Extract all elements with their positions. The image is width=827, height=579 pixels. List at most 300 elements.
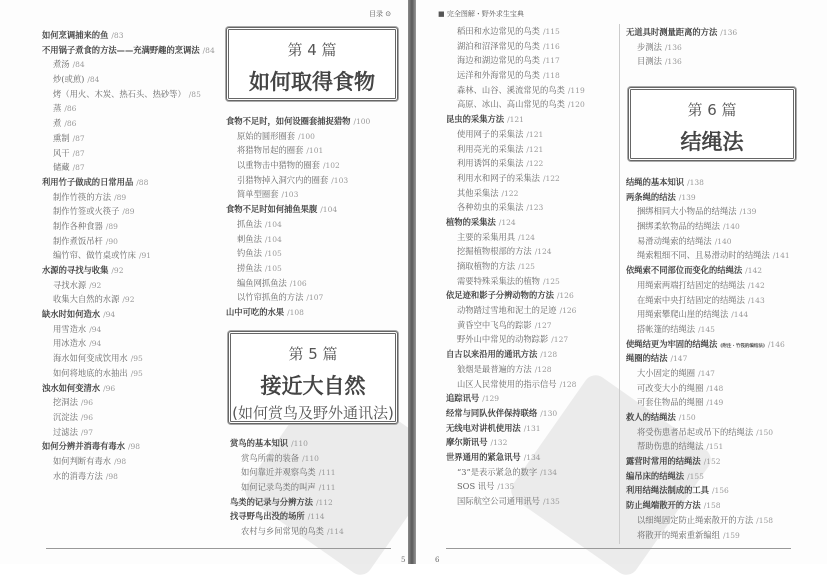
toc-section-entry[interactable] <box>42 28 215 43</box>
entry-page-number: /90 <box>105 236 118 246</box>
part-label: 第 5 篇 <box>288 345 338 363</box>
entry-page-number: /124 <box>498 217 516 227</box>
entry-title: 以竹帘抓鱼的方法 <box>237 292 304 303</box>
entry-page-number: /142 <box>745 266 763 276</box>
toc-column <box>626 25 737 69</box>
entry-title: 海水如何变成饮用水 <box>53 353 128 364</box>
part-title: 如何取得食物 <box>249 70 375 94</box>
entry-page-number: /101 <box>306 146 324 156</box>
entry-title: 山中可吃的水果 <box>226 306 285 317</box>
entry-page-number: /136 <box>720 28 738 37</box>
entry-title: 制作竹筷的方法 <box>53 191 112 202</box>
entry-title: 两条绳的结法 <box>626 191 676 202</box>
toc-section-entry[interactable] <box>626 469 790 484</box>
entry-title: 需要特殊采集法的植物 <box>457 275 540 286</box>
toc-subentry[interactable] <box>230 480 344 495</box>
entry-page-number: /112 <box>315 497 333 507</box>
toc-section-entry[interactable] <box>42 263 215 278</box>
entry-title: 挖洞法 <box>53 397 78 408</box>
entry-page-number: /123 <box>526 203 544 213</box>
entry-page-number: /105 <box>264 263 282 273</box>
toc-subentry[interactable] <box>446 171 585 186</box>
entry-title: 如何烹调捕来的鱼 <box>42 30 109 40</box>
entry-page-number: /128 <box>534 364 552 374</box>
entry-note: (附注・竹筏的编结法) <box>720 343 765 349</box>
toc-section-entry[interactable] <box>626 498 790 513</box>
entry-title: 可套住物品的绳圈 <box>637 397 704 408</box>
entry-page-number: /94 <box>89 324 102 334</box>
entry-title: 使绳结更为牢固的结绳法 <box>626 338 718 349</box>
toc-section-entry[interactable] <box>42 43 215 58</box>
entry-title: 农村与乡间常见的鸟类 <box>241 526 324 537</box>
toc-section-entry[interactable] <box>446 435 585 450</box>
entry-title: SOS 讯号 <box>457 481 495 492</box>
entry-title: 水的消毒方法 <box>53 470 103 481</box>
entry-title: 稻田和水边常见的鸟类 <box>457 26 540 36</box>
entry-page-number: /96 <box>103 383 116 393</box>
toc-subentry[interactable] <box>226 143 370 158</box>
entry-page-number: /117 <box>542 56 560 66</box>
entry-page-number: /107 <box>306 293 324 303</box>
entry-title: 远洋和外海常见的鸟类 <box>457 70 540 81</box>
toc-subentry[interactable] <box>446 318 585 333</box>
toc-section-entry[interactable] <box>230 509 344 524</box>
toc-subentry[interactable] <box>230 451 344 466</box>
entry-title: 原始的圆形圈套 <box>237 130 296 141</box>
entry-page-number: /97 <box>80 427 93 437</box>
toc-subentry[interactable] <box>446 244 585 259</box>
entry-page-number: /143 <box>747 295 765 305</box>
entry-title: 使用网子的采集法 <box>457 128 524 139</box>
toc-subentry[interactable] <box>446 127 585 142</box>
entry-title: 利用水和网子的采集法 <box>457 172 540 183</box>
entry-title: 煮汤 <box>53 59 70 70</box>
entry-page-number: /127 <box>551 335 569 345</box>
entry-title: 帮助伤患的结绳法 <box>637 441 704 452</box>
toc-subentry[interactable] <box>446 24 585 39</box>
entry-title: 野外山中常见的动物踪影 <box>457 334 549 345</box>
toc-subentry[interactable] <box>226 246 370 261</box>
entry-title: 防止绳端散开的方法 <box>626 500 701 511</box>
toc-subentry[interactable] <box>626 234 790 249</box>
toc-subentry[interactable] <box>626 395 790 410</box>
entry-title: 挖掘植物根部的方法 <box>457 246 532 257</box>
part-label: 第 6 篇 <box>687 101 737 119</box>
toc-section-entry[interactable] <box>446 450 585 465</box>
toc-subentry[interactable] <box>42 248 215 263</box>
entry-page-number: /100 <box>298 131 315 141</box>
entry-page-number: /115 <box>542 27 560 36</box>
toc-subentry[interactable] <box>626 307 790 322</box>
toc-subentry[interactable] <box>626 513 790 528</box>
toc-subentry[interactable] <box>626 54 737 69</box>
entry-title: 经常与同队伙伴保持联络 <box>446 407 538 418</box>
toc-subentry[interactable] <box>626 278 790 293</box>
page-number: 5 <box>401 556 406 564</box>
entry-title: 捆绑柔软物品的结绳法 <box>637 221 720 232</box>
toc-subentry[interactable] <box>446 186 585 201</box>
toc-subentry[interactable] <box>446 259 585 274</box>
entry-title: 露营时常用的结绳法 <box>626 456 701 467</box>
entry-page-number: /144 <box>731 310 749 320</box>
toc-subentry[interactable] <box>226 158 370 173</box>
entry-page-number: /110 <box>291 439 308 448</box>
toc-subentry[interactable] <box>626 439 790 454</box>
toc-subentry[interactable] <box>446 494 585 509</box>
entry-title: 食物不足时如何捕鱼果腹 <box>226 204 318 215</box>
entry-title: 国际航空公司通用讯号 <box>457 496 540 506</box>
entry-title: 救人的结绳法 <box>626 412 676 422</box>
entry-page-number: /125 <box>542 276 560 286</box>
toc-section-entry[interactable] <box>446 215 585 230</box>
entry-title: 搭帐篷的结绳法 <box>637 323 696 334</box>
toc-section-entry[interactable] <box>42 175 215 190</box>
entry-page-number: /92 <box>122 295 135 305</box>
toc-subentry[interactable] <box>226 187 370 202</box>
entry-title: 捆绑相同大小物品的结绳法 <box>637 206 737 217</box>
toc-subentry[interactable] <box>446 465 585 480</box>
entry-page-number: /84 <box>202 45 215 55</box>
toc-subentry[interactable] <box>626 425 790 440</box>
entry-title: 赏鸟所需的装备 <box>241 452 300 463</box>
toc-subentry[interactable] <box>446 303 585 318</box>
entry-page-number: /86 <box>64 104 77 114</box>
entry-title: 利用结绳法制成的工具 <box>626 485 709 496</box>
entry-title: 将猎物吊起的圈套 <box>237 145 304 156</box>
entry-page-number: /131 <box>523 423 541 433</box>
toc-subentry[interactable] <box>42 278 215 293</box>
entry-page-number: /118 <box>542 71 560 81</box>
entry-page-number: /104 <box>264 234 282 244</box>
entry-title: 可改变大小的绳圈 <box>637 382 704 393</box>
toc-section-entry[interactable] <box>42 381 215 396</box>
entry-title: 赏鸟的基本知识 <box>230 438 289 448</box>
entry-page-number: /96 <box>80 412 93 422</box>
toc-section-entry[interactable] <box>230 436 344 451</box>
toc-section-entry[interactable] <box>626 337 790 352</box>
entry-title: 利用诱饵的采集法 <box>457 158 524 169</box>
entry-title: 摘取植物的方法 <box>457 261 516 271</box>
toc-subentry[interactable] <box>226 232 370 247</box>
entry-page-number: /121 <box>526 144 544 154</box>
entry-title: 储藏 <box>53 162 70 173</box>
entry-page-number: /87 <box>72 163 85 173</box>
page-number: 6 <box>435 556 440 564</box>
entry-page-number: /106 <box>289 278 307 288</box>
toc-subentry[interactable] <box>446 362 585 377</box>
entry-page-number: /104 <box>320 205 338 215</box>
entry-page-number: /141 <box>772 251 790 261</box>
toc-subentry[interactable] <box>626 381 790 396</box>
toc-subentry[interactable] <box>42 366 215 381</box>
entry-title: 以细绳固定防止绳索散开的方法 <box>637 514 754 525</box>
entry-title: 高原、冰山、高山常见的鸟类 <box>457 99 565 110</box>
toc-subentry[interactable] <box>446 156 585 171</box>
entry-page-number: /114 <box>326 527 344 537</box>
entry-title: 世界通用的紧急讯号 <box>446 451 521 462</box>
entry-page-number: /150 <box>678 413 696 422</box>
entry-title: 用冰造水 <box>53 338 87 349</box>
entry-page-number: /151 <box>706 442 724 452</box>
toc-column <box>230 436 344 539</box>
toc-subentry[interactable] <box>446 332 585 347</box>
entry-title: 利用亮光的采集法 <box>457 143 524 154</box>
toc-section-entry[interactable] <box>446 406 585 421</box>
toc-subentry[interactable] <box>42 116 215 131</box>
entry-page-number: /135 <box>497 482 515 492</box>
entry-title: 鸟类的记录与分辨方法 <box>230 496 313 507</box>
toc-subentry[interactable] <box>230 524 344 539</box>
bottom-rule <box>46 548 391 549</box>
entry-page-number: /121 <box>507 115 524 125</box>
entry-page-number: /140 <box>722 222 740 232</box>
toc-section-entry[interactable] <box>230 495 344 510</box>
toc-subentry[interactable] <box>626 322 790 337</box>
entry-page-number: /91 <box>138 251 152 261</box>
toc-subentry[interactable] <box>446 230 585 245</box>
entry-page-number: /108 <box>287 307 304 317</box>
entry-page-number: /96 <box>80 398 93 408</box>
entry-page-number: /84 <box>72 60 85 70</box>
entry-page-number: /95 <box>130 354 143 364</box>
entry-page-number: /121 <box>526 129 544 139</box>
entry-page-number: /146 <box>767 339 785 349</box>
entry-title: 自古以来沿用的通讯方法 <box>446 349 538 360</box>
toc-header <box>369 9 391 19</box>
entry-page-number: /111 <box>318 468 336 478</box>
toc-section-entry[interactable] <box>626 351 790 366</box>
part-label: 第 4 篇 <box>287 41 337 59</box>
entry-title: 用绳索两端打结固定的结绳法 <box>637 279 745 290</box>
entry-title: 蒸 <box>53 103 62 114</box>
entry-title: 编鱼网抓鱼法 <box>237 277 287 288</box>
toc-subentry[interactable] <box>626 204 790 219</box>
toc-subentry[interactable] <box>42 219 215 234</box>
toc-section-entry[interactable] <box>626 25 737 40</box>
entry-page-number: /134 <box>540 467 557 477</box>
toc-subentry[interactable] <box>226 217 370 232</box>
toc-subentry[interactable] <box>42 351 215 366</box>
entry-page-number: /148 <box>706 383 724 393</box>
toc-section-entry[interactable] <box>626 190 790 205</box>
entry-page-number: /156 <box>711 486 729 496</box>
entry-title: 简单型圈套 <box>237 189 279 200</box>
toc-section-entry[interactable] <box>626 410 790 425</box>
entry-page-number: /158 <box>756 515 774 525</box>
toc-subentry[interactable] <box>42 425 215 440</box>
entry-page-number: /139 <box>739 207 757 217</box>
circle-icon: ⊙ <box>385 10 392 18</box>
toc-subentry[interactable] <box>446 479 585 494</box>
toc-subentry[interactable] <box>42 234 215 249</box>
entry-page-number: /89 <box>114 192 127 202</box>
toc-subentry[interactable] <box>446 97 585 112</box>
toc-subentry[interactable] <box>446 68 585 83</box>
toc-section-entry[interactable] <box>626 483 790 498</box>
entry-page-number: /94 <box>89 339 102 349</box>
entry-page-number: /149 <box>706 398 724 408</box>
toc-subentry[interactable] <box>226 276 370 291</box>
entry-title: 将受伤患者吊起或吊下的结绳法 <box>637 426 754 437</box>
toc-subentry[interactable] <box>42 72 215 87</box>
book-header <box>438 9 524 19</box>
entry-page-number: /135 <box>542 497 560 506</box>
entry-page-number: /127 <box>534 320 552 330</box>
entry-title: 如何将地底的水抽出 <box>53 367 128 378</box>
book-gutter <box>408 0 416 564</box>
toc-section-entry[interactable] <box>226 202 370 217</box>
entry-title: 湖泊和沼泽常见的鸟类 <box>457 40 540 51</box>
entry-page-number: /105 <box>264 249 282 259</box>
entry-page-number: /116 <box>542 41 560 51</box>
entry-title: 昆虫的采集方法 <box>446 114 505 125</box>
toc-section-entry[interactable] <box>446 391 585 406</box>
toc-subentry[interactable] <box>42 204 215 219</box>
entry-title: 结绳的基本知识 <box>626 177 685 187</box>
entry-page-number: /94 <box>103 310 116 320</box>
toc-subentry[interactable] <box>42 395 215 410</box>
entry-page-number: /129 <box>482 394 500 404</box>
toc-subentry[interactable] <box>42 410 215 425</box>
entry-title: 刺鱼法 <box>237 233 262 244</box>
part-5-box <box>228 331 398 424</box>
entry-page-number: /136 <box>664 57 682 67</box>
toc-subentry[interactable] <box>42 160 215 175</box>
entry-page-number: /83 <box>111 31 124 40</box>
toc-subentry[interactable] <box>626 528 790 543</box>
entry-page-number: /92 <box>111 266 124 275</box>
toc-subentry[interactable] <box>42 131 215 146</box>
entry-title: 摩尔斯讯号 <box>446 437 488 448</box>
entry-title: 浊水如何变清水 <box>42 382 101 393</box>
entry-title: 绳圈的结法 <box>626 353 668 364</box>
entry-page-number: /92 <box>89 280 102 290</box>
entry-page-number: /103 <box>331 175 349 185</box>
toc-subentry[interactable] <box>42 292 215 307</box>
entry-title: 以重物击中猎物的圈套 <box>237 160 320 171</box>
toc-subentry[interactable] <box>446 39 585 54</box>
entry-title: 在绳索中央打结固定的结绳法 <box>637 294 745 305</box>
toc-subentry[interactable] <box>230 465 344 480</box>
entry-title: 利用竹子做成的日常用品 <box>42 176 134 187</box>
entry-page-number: /89 <box>105 221 118 231</box>
toc-subentry[interactable] <box>42 87 215 102</box>
toc-subentry[interactable] <box>626 248 790 263</box>
entry-title: 熏制 <box>53 132 70 143</box>
toc-section-entry[interactable] <box>446 112 585 127</box>
entry-page-number: /145 <box>698 324 715 334</box>
toc-subentry[interactable] <box>626 40 737 55</box>
toc-subentry[interactable] <box>626 366 790 381</box>
entry-page-number: /128 <box>559 379 577 389</box>
entry-title: 依足迹和影子分辨动物的方法 <box>446 290 554 301</box>
entry-title: 动物踏过雪地和泥土的足迹 <box>457 305 557 316</box>
toc-subentry[interactable] <box>226 129 370 144</box>
toc-subentry[interactable] <box>626 219 790 234</box>
toc-subentry[interactable] <box>42 454 215 469</box>
entry-page-number: /130 <box>540 408 558 418</box>
entry-page-number: /136 <box>664 42 682 52</box>
toc-section-entry[interactable] <box>226 114 370 129</box>
toc-section-entry[interactable] <box>626 175 790 190</box>
toc-section-entry[interactable] <box>626 454 790 469</box>
entry-title: 引猎物掉入洞穴内的圈套 <box>237 174 329 185</box>
toc-section-entry[interactable] <box>626 263 790 278</box>
toc-subentry[interactable] <box>42 469 215 484</box>
toc-subentry[interactable] <box>446 142 585 157</box>
toc-subentry[interactable] <box>446 83 585 98</box>
entry-page-number: /111 <box>318 483 336 493</box>
left-page <box>0 0 408 564</box>
toc-subentry[interactable] <box>446 377 585 392</box>
toc-section-entry[interactable] <box>446 347 585 362</box>
toc-subentry[interactable] <box>446 274 585 289</box>
toc-subentry[interactable] <box>226 290 370 305</box>
toc-column <box>226 114 370 320</box>
part-title: 接近大自然 <box>260 374 366 398</box>
entry-page-number: /122 <box>542 173 560 183</box>
toc-subentry[interactable] <box>446 200 585 215</box>
entry-page-number: /140 <box>714 236 732 246</box>
entry-page-number: /98 <box>114 456 127 466</box>
entry-title: 将散开的绳索重新编组 <box>637 529 720 540</box>
entry-page-number: /98 <box>105 471 118 481</box>
entry-title: 缺水时如何造水 <box>42 309 101 320</box>
toc-subentry[interactable] <box>226 173 370 188</box>
toc-section-entry[interactable] <box>42 307 215 322</box>
toc-subentry[interactable] <box>226 261 370 276</box>
entry-title: 钓鱼法 <box>237 248 262 259</box>
entry-page-number: /100 <box>353 117 371 126</box>
entry-title: 沉淀法 <box>53 411 78 422</box>
entry-title: 收集大自然的水源 <box>53 294 120 305</box>
toc-subentry[interactable] <box>42 101 215 116</box>
right-page <box>416 0 827 564</box>
toc-column <box>626 175 790 542</box>
entry-title: 植物的采集法 <box>446 216 496 227</box>
toc-subentry[interactable] <box>42 322 215 337</box>
toc-section-entry[interactable] <box>446 421 585 436</box>
entry-title: 大小固定的绳圈 <box>637 367 696 378</box>
entry-title: 编竹帘、做竹桌或竹床 <box>53 250 136 261</box>
entry-title: 山区人民常使用的指示信号 <box>457 378 557 389</box>
toc-subentry[interactable] <box>42 146 215 161</box>
part-subtitle: (如何赏鸟及野外通讯法) <box>232 404 394 422</box>
toc-subentry[interactable] <box>42 190 215 205</box>
toc-subentry[interactable] <box>626 293 790 308</box>
entry-title: 如何分辨并消毒有毒水 <box>42 441 125 452</box>
toc-subentry[interactable] <box>42 336 215 351</box>
entry-title: 过滤法 <box>53 426 78 437</box>
toc-section-entry[interactable] <box>446 288 585 303</box>
entry-title: 易滑动绳索的结绳法 <box>637 235 712 246</box>
toc-column <box>42 28 215 483</box>
entry-page-number: /147 <box>670 354 688 364</box>
entry-title: 绳索粗细不同、且易滑动时的结绳法 <box>637 250 770 261</box>
entry-title: 目测法 <box>637 56 662 67</box>
entry-page-number: /104 <box>264 219 282 229</box>
toc-section-entry[interactable] <box>42 439 215 454</box>
entry-title: 用绳索攀爬山崖的结绳法 <box>637 309 729 320</box>
toc-section-entry[interactable] <box>226 305 370 320</box>
entry-title: 制作各种食器 <box>53 220 103 231</box>
entry-page-number: /155 <box>687 471 704 481</box>
entry-title: 编吊床的结绳法 <box>626 470 685 481</box>
toc-subentry[interactable] <box>446 53 585 68</box>
toc-subentry[interactable] <box>42 57 215 72</box>
entry-page-number: /150 <box>756 427 774 437</box>
entry-page-number: /119 <box>567 85 585 95</box>
